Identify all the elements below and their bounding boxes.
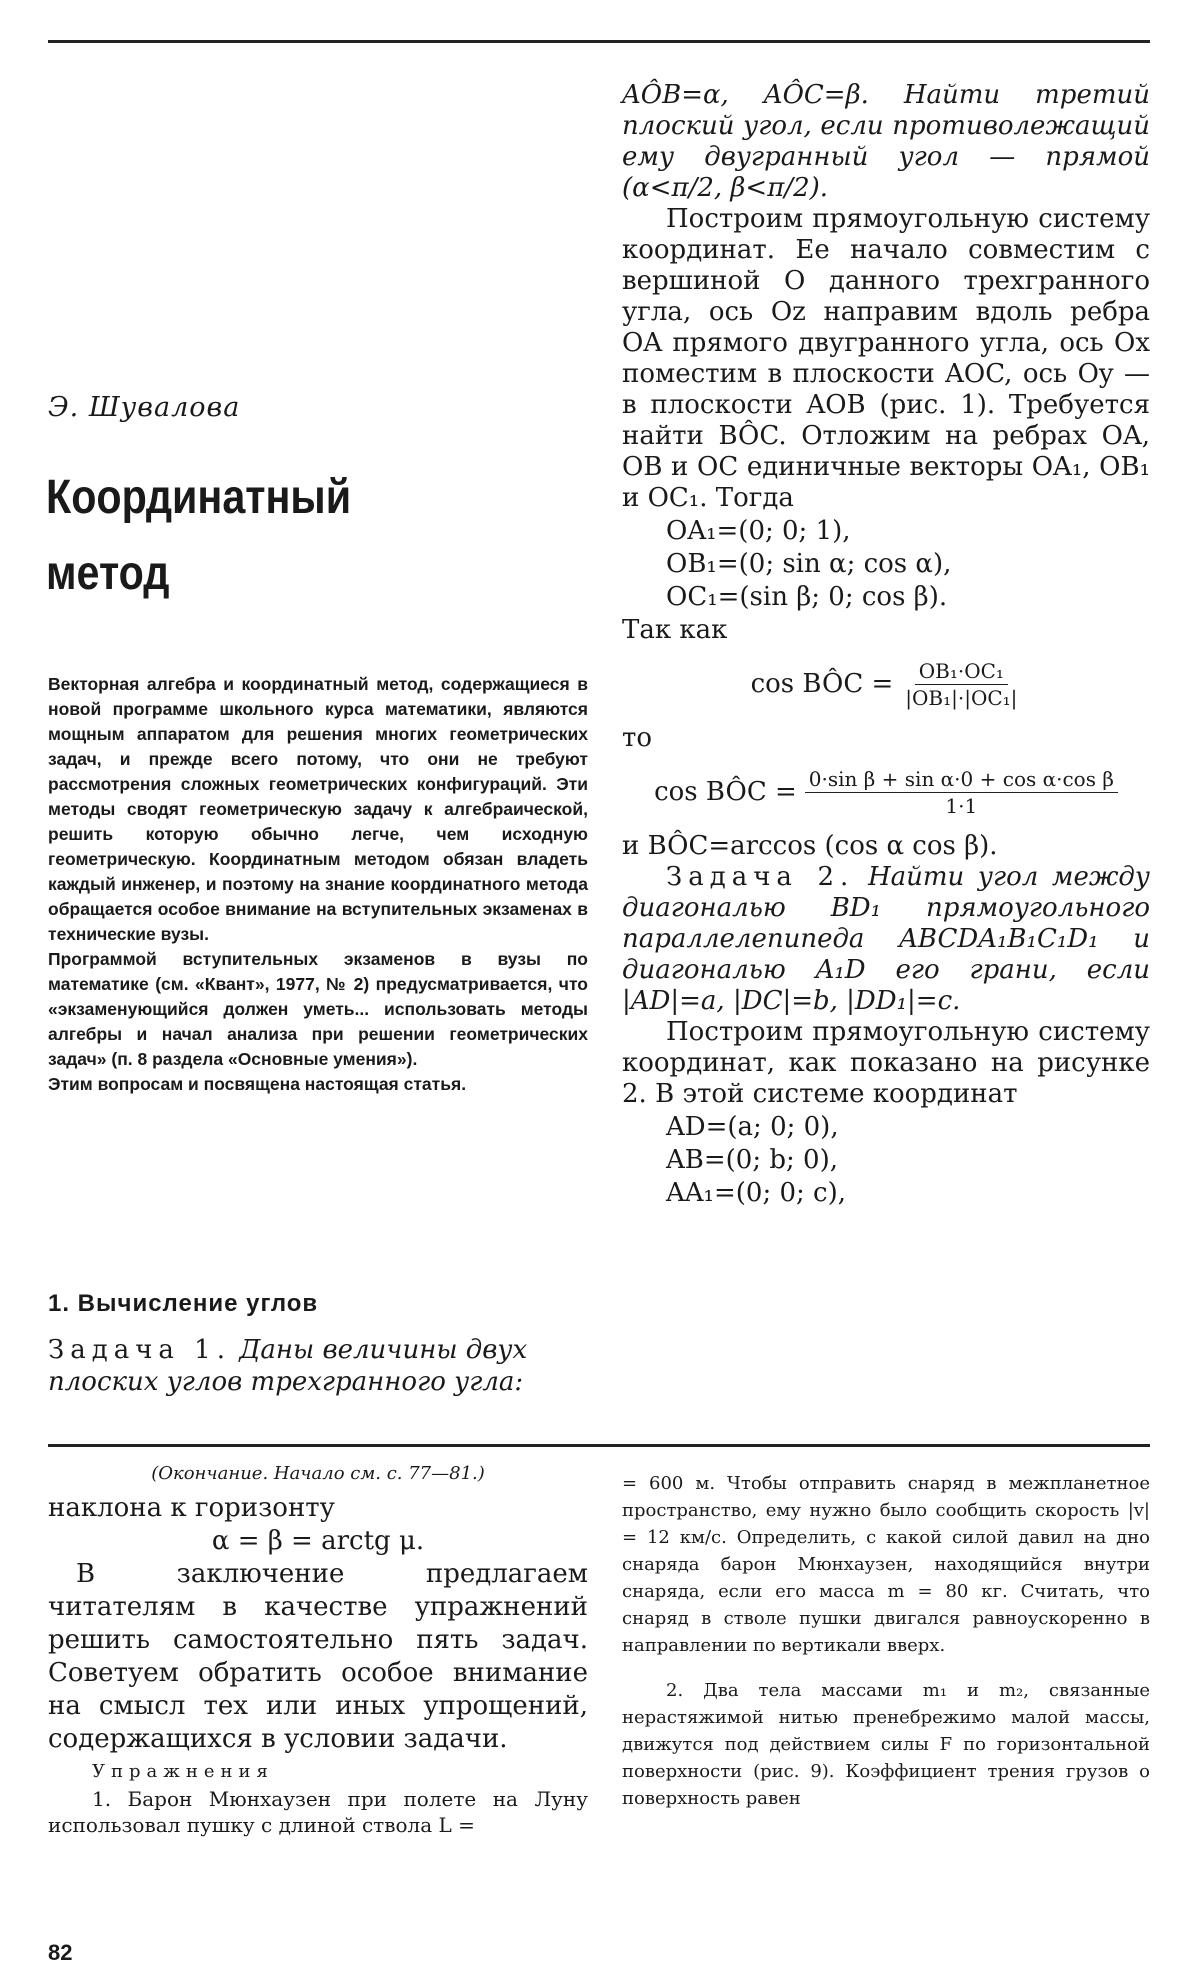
task2-text: Найти угол между диагональю BD₁ прямоугольного параллелепипеда ABCDA₁B₁C₁D₁ и диагональю A₁D его грани, если |AD|=a, |DC|=b, |DD₁|=c. (622, 862, 1150, 1016)
abstract-paragraph-1: Векторная алгебра и координатный метод, содержащиеся в новой программе школьного курса математики, являются мощным аппаратом для решения многих геометрических задач, и прежде всего потому, что они не требуют рассмотрения сложных геометрических конфигураций. Эти методы сводят геометрическую задачу к алгебраической, решить которую обычно легче, чем исходную геометрическую. Координатным методом обязан владеть каждый инженер, и поэтому на знание координатного метода обращается особое внимание на вступительных экзаменах в технические вузы. (48, 674, 588, 944)
article-title (46, 460, 459, 612)
vector-oc1: OC₁=(sin β; 0; cos β). (666, 582, 948, 612)
task2 (622, 862, 1150, 1017)
fraction-2-numerator: 0·sin β + sin α·0 + cos α·cos β (805, 766, 1118, 793)
abstract-paragraph-2: Программой вступительных экзаменов в вузы по математике (см. «Квант», 1977, № 2) предусматривается, что «экзаменующийся должен уметь... использовать методы алгебры и начал анализа при решении геометрических задач» (п. 8 раздела «Основные умения»). (48, 949, 588, 1069)
cos-formula-2 (622, 766, 1150, 819)
right-column (622, 80, 1150, 1211)
fraction-1-denominator: |OB₁|·|OC₁| (905, 686, 1018, 710)
lower-right-column (622, 1470, 1150, 1812)
fraction-2 (805, 766, 1118, 819)
conclusion-paragraph: В заключение предлагаем читателям в качестве упражнений решить самостоятельно пять задач. Советуем обратить особое внимание на смысл тех или иных упрощений, содержащихся в условии задачи. (48, 1559, 588, 1754)
page-number: 82 (48, 1940, 73, 1965)
fraction-1-numerator: OB₁·OC₁ (915, 658, 1008, 685)
section-heading: 1. Вычисление углов (48, 1290, 319, 1317)
vector-oa1: OA₁=(0; 0; 1), (666, 516, 851, 546)
cos-lhs: cos BÔC = (750, 669, 894, 699)
task1-label: Задача 1. (48, 1335, 231, 1365)
vector-ab: AB=(0; b; 0), (666, 1145, 838, 1175)
author-name: Э. Шувалова (48, 392, 241, 423)
solution2-paragraph: Построим прямоугольную систему координат, как показано на рисунке 2. В этой системе координат (622, 1017, 1150, 1109)
top-rule (48, 40, 1150, 43)
task1-left (48, 1334, 580, 1398)
cos-lhs-2: cos BÔC = (654, 777, 797, 807)
abstract-paragraph-3: Этим вопросам и посвящена настоящая статья. (48, 1074, 467, 1094)
abstract (48, 672, 588, 1097)
cos-formula-1 (622, 658, 1150, 711)
fraction-1 (901, 658, 1021, 711)
middle-rule (48, 1444, 1150, 1447)
task1-text: Даны величины двух плоских углов трехгранного угла: (48, 1335, 528, 1397)
lower-left-column (48, 1462, 588, 1838)
solution1-paragraph: Построим прямоугольную систему координат. Ее начало совместим с вершиной O данного трехгранного угла, ось Oz направим вдоль ребра OA прямого двугранного угла, ось Ox поместим в плоскости AOC, ось Oy — в плоскости AOB (рис. 1). Требуется найти BÔC. Отложим на ребрах OA, OB и OC единичные векторы OA₁, OB₁ и OC₁. Тогда (622, 204, 1150, 513)
exercise-2: 2. Два тела массами m₁ и m₂, связанные нерастяжимой нитью пренебрежимо малой массы, движутся под действием силы F по горизонтальной поверхности (рис. 9). Коэффициент трения грузов о поверхность равен (622, 1680, 1150, 1809)
result-line: и BÔC=arccos (cos α cos β). (622, 831, 998, 861)
continuation-line: наклона к горизонту (48, 1493, 335, 1523)
exercises-heading: Упражнения (92, 1761, 274, 1782)
exercise-1-continued: = 600 м. Чтобы отправить снаряд в межпланетное пространство, ему нужно было сообщить скорость |v| = 12 км/с. Определить, с какой силой давил на дно снаряда барон Мюнхаузен, находящийся внутри снаряда, если его масса m = 80 кг. Считать, что снаряд в стволе пушки двигался равноускоренно в направлении по вертикали вверх. (622, 1473, 1150, 1656)
vector-ad: AD=(a; 0; 0), (666, 1112, 839, 1142)
vector-aa1: AA₁=(0; 0; c), (666, 1178, 847, 1208)
vector-ob1: OB₁=(0; sin α; cos α), (666, 549, 952, 579)
since-text: Так как (622, 615, 728, 645)
fraction-2-denominator: 1·1 (945, 794, 978, 818)
exercise-1: 1. Барон Мюнхаузен при полете на Луну использовал пушку с длиной ствола L = (48, 1787, 588, 1837)
task2-label: Задача 2. (666, 862, 855, 892)
task1-continuation: AÔB=α, AÔC=β. Найти третий плоский угол, если противолежащий ему двугранный угол — прямой (α<π/2, β<π/2). (622, 80, 1150, 203)
title-line-2: метод (46, 547, 170, 600)
then-text: то (622, 723, 653, 753)
angle-formula: α = β = arctg μ. (211, 1526, 425, 1556)
continuation-note: (Окончание. Начало см. с. 77—81.) (151, 1463, 485, 1484)
title-line-1: Координатный (46, 471, 352, 524)
